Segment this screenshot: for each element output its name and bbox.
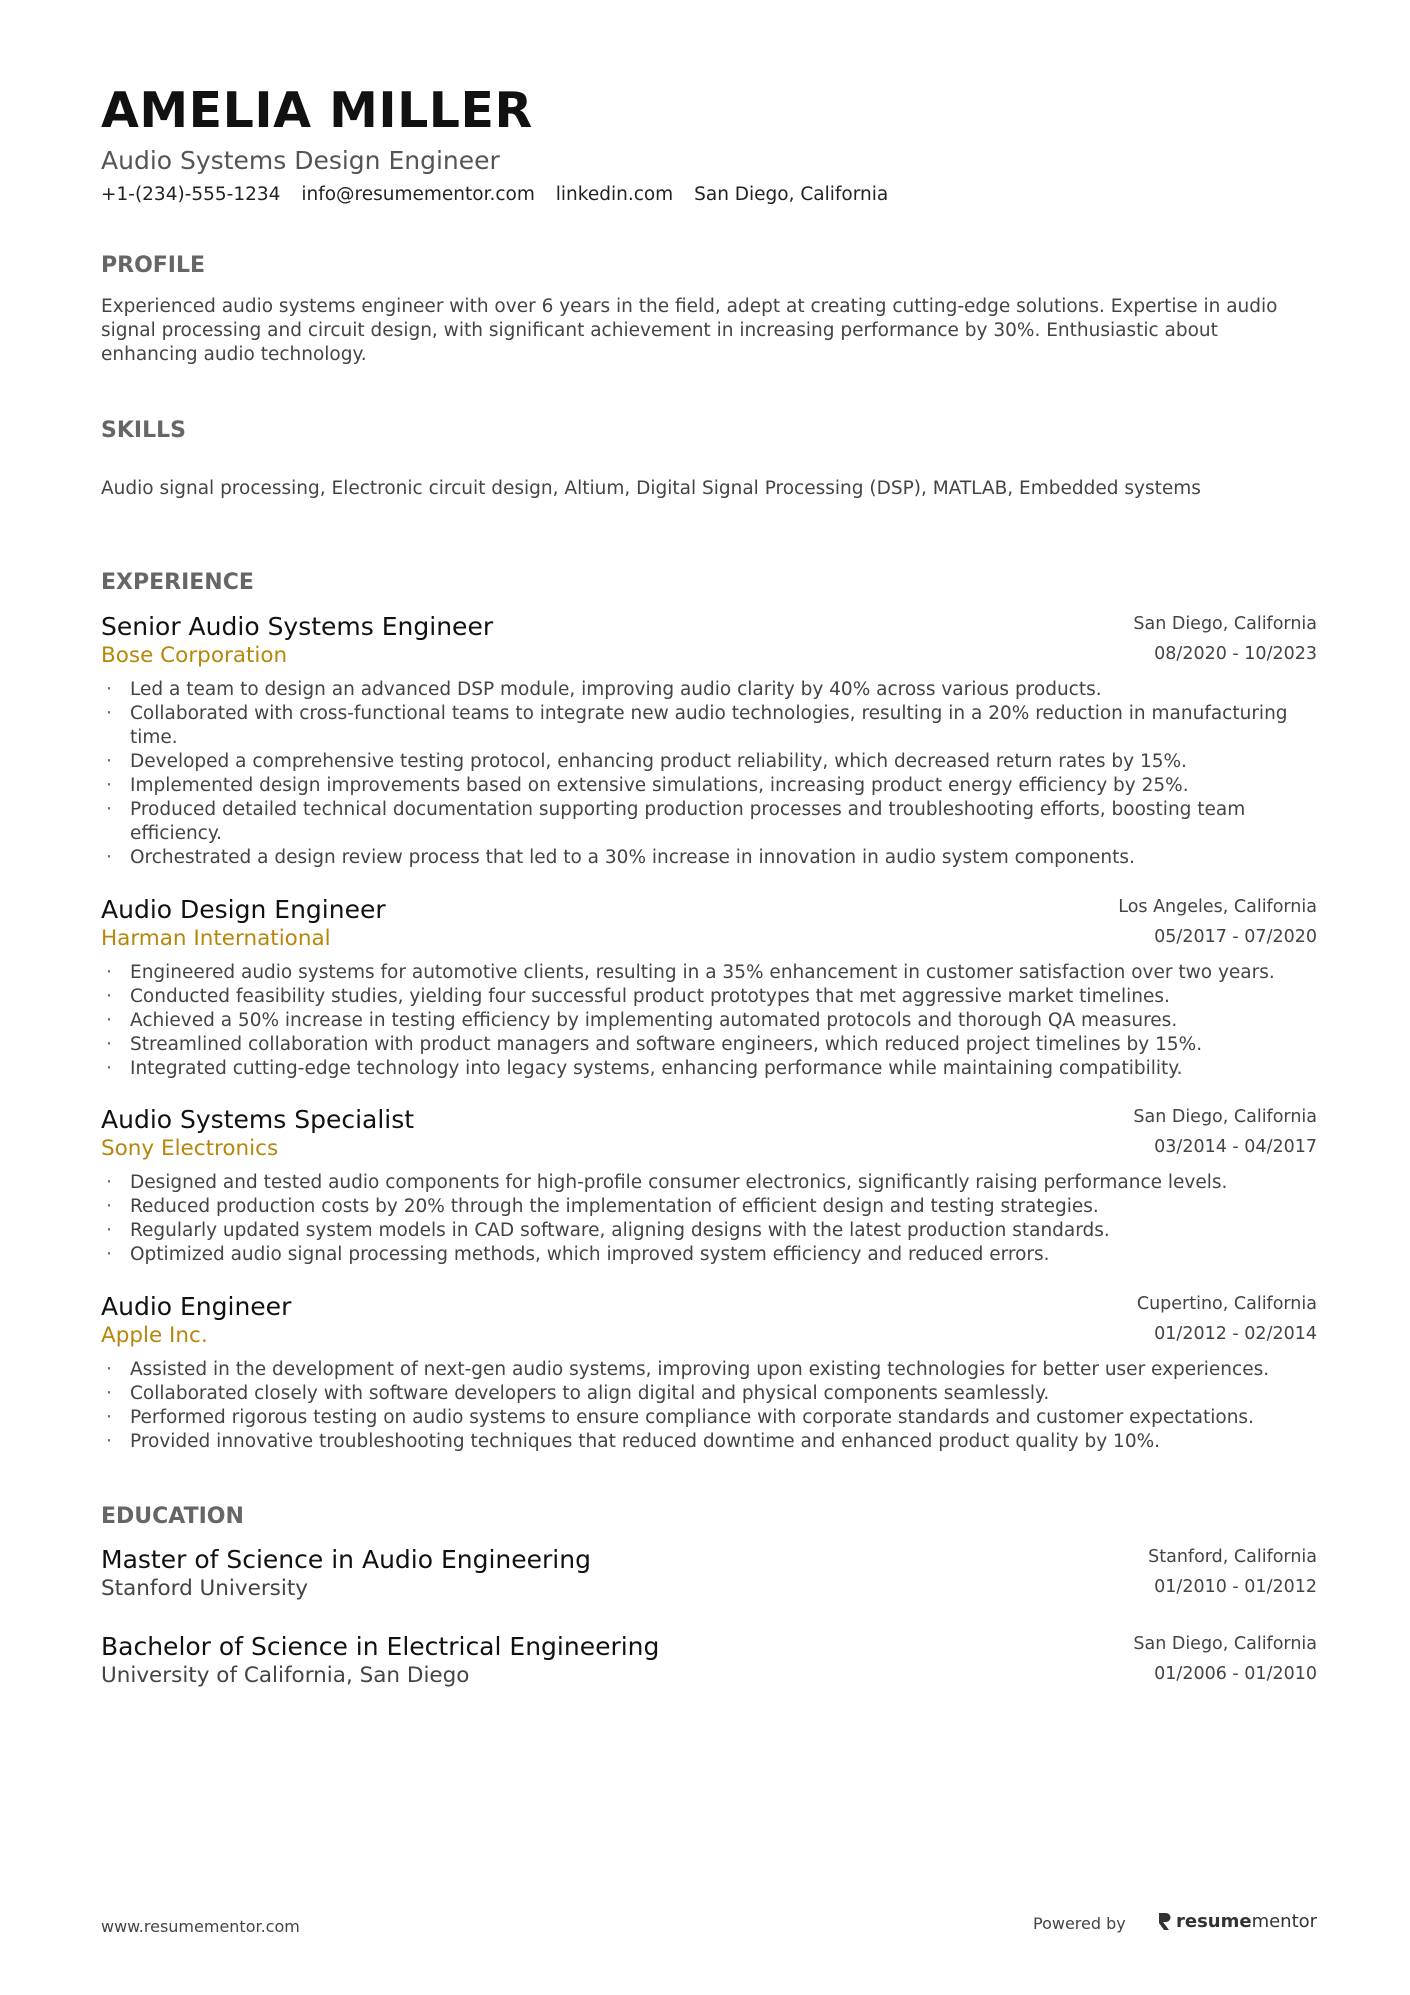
job-location: San Diego, California [1133,614,1317,634]
job-dates: 05/2017 - 07/2020 [1154,927,1317,947]
candidate-title: Audio Systems Design Engineer [101,146,500,175]
list-item: · Produced detailed technical documentation supporting production processes and troubleshooting efforts, boosting team efficiency. [101,798,1317,846]
profile-text: Experienced audio systems engineer with over 6 years in the field, adept at creating cutting-edge solutions. Expertise in audio signal processing and circuit design, with significant achievement in increasing performance by 30%. Enthusiastic about enhancing audio technology. [101,296,1278,365]
list-item: · Conducted feasibility studies, yielding four successful product prototypes that met aggressive market timelines. [101,985,1317,1009]
contact-phone: +1-(234)-555-1234 [101,184,281,205]
list-item: · Engineered audio systems for automotive clients, resulting in a 35% enhancement in customer satisfaction over two years. [101,961,1317,985]
logo-text-resume: resume [1176,1911,1252,1932]
company-name: Sony Electronics [101,1136,279,1161]
job-title: Senior Audio Systems Engineer [101,612,494,641]
job-dates: 01/2012 - 02/2014 [1154,1324,1317,1344]
job-location: San Diego, California [1133,1107,1317,1127]
list-item: · Developed a comprehensive testing protocol, enhancing product reliability, which decreased return rates by 15%. [101,750,1317,774]
powered-by-label: Powered by [1033,1914,1126,1933]
degree-title: Bachelor of Science in Electrical Engineering [101,1632,660,1661]
list-item: · Provided innovative troubleshooting techniques that reduced downtime and enhanced product quality by 10%. [101,1430,1317,1454]
footer-url[interactable]: www.resumementor.com [101,1917,300,1936]
job-title: Audio Design Engineer [101,895,386,924]
logo-text-mentor: mentor [1251,1911,1318,1932]
job-title: Audio Engineer [101,1292,292,1321]
school-name: Stanford University [101,1576,309,1601]
school-location: Stanford, California [1148,1547,1317,1567]
job-bullets [101,1171,1317,1267]
company-name: Bose Corporation [101,643,288,668]
education-heading: EDUCATION [101,1504,244,1529]
list-item: · Led a team to design an advanced DSP module, improving audio clarity by 40% across various products. [101,678,1317,702]
candidate-name: AMELIA MILLER [101,82,533,139]
list-item: · Streamlined collaboration with product managers and software engineers, which reduced project timelines by 15%. [101,1033,1317,1057]
education-dates: 01/2006 - 01/2010 [1154,1664,1317,1684]
skills-heading: SKILLS [101,418,186,443]
company-name: Apple Inc. [101,1323,208,1348]
job-bullets [101,961,1317,1081]
company-name: Harman International [101,926,331,951]
list-item: · Implemented design improvements based on extensive simulations, increasing product energy efficiency by 25%. [101,774,1317,798]
list-item: · Collaborated closely with software developers to align digital and physical components seamlessly. [101,1382,1317,1406]
list-item: · Reduced production costs by 20% through the implementation of efficient design and testing strategies. [101,1195,1317,1219]
education-dates: 01/2010 - 01/2012 [1154,1577,1317,1597]
skills-text: Audio signal processing, Electronic circuit design, Altium, Digital Signal Processing (DSP), MATLAB, Embedded systems [101,478,1201,499]
contact-location: San Diego, California [694,184,889,205]
list-item: · Regularly updated system models in CAD software, aligning designs with the latest production standards. [101,1219,1317,1243]
contact-email[interactable]: info@resumementor.com [301,184,535,205]
contact-linkedin[interactable]: linkedin.com [555,184,674,205]
list-item: · Orchestrated a design review process that led to a 30% increase in innovation in audio system components. [101,846,1317,870]
resumementor-logo-icon [1157,1912,1171,1931]
job-bullets [101,1358,1317,1454]
school-name: University of California, San Diego [101,1663,470,1688]
list-item: · Designed and tested audio components for high-profile consumer electronics, significantly raising performance levels. [101,1171,1317,1195]
list-item: · Collaborated with cross-functional teams to integrate new audio technologies, resulting in a 20% reduction in manufacturing time. [101,702,1317,750]
school-location: San Diego, California [1133,1634,1317,1654]
profile-heading: PROFILE [101,253,206,278]
job-dates: 08/2020 - 10/2023 [1154,644,1317,664]
list-item: · Performed rigorous testing on audio systems to ensure compliance with corporate standards and customer expectations. [101,1406,1317,1430]
list-item: · Assisted in the development of next-gen audio systems, improving upon existing technologies for better user experiences. [101,1358,1317,1382]
contact-line [101,184,903,205]
list-item: · Integrated cutting-edge technology into legacy systems, enhancing performance while maintaining compatibility. [101,1057,1317,1081]
job-location: Los Angeles, California [1118,897,1317,917]
experience-heading: EXPERIENCE [101,570,254,595]
resumementor-logo[interactable] [1157,1911,1317,1932]
job-title: Audio Systems Specialist [101,1105,415,1134]
job-location: Cupertino, California [1136,1294,1317,1314]
job-bullets [101,678,1317,870]
degree-title: Master of Science in Audio Engineering [101,1545,591,1574]
list-item: · Achieved a 50% increase in testing efficiency by implementing automated protocols and thorough QA measures. [101,1009,1317,1033]
list-item: · Optimized audio signal processing methods, which improved system efficiency and reduced errors. [101,1243,1317,1267]
job-dates: 03/2014 - 04/2017 [1154,1137,1317,1157]
